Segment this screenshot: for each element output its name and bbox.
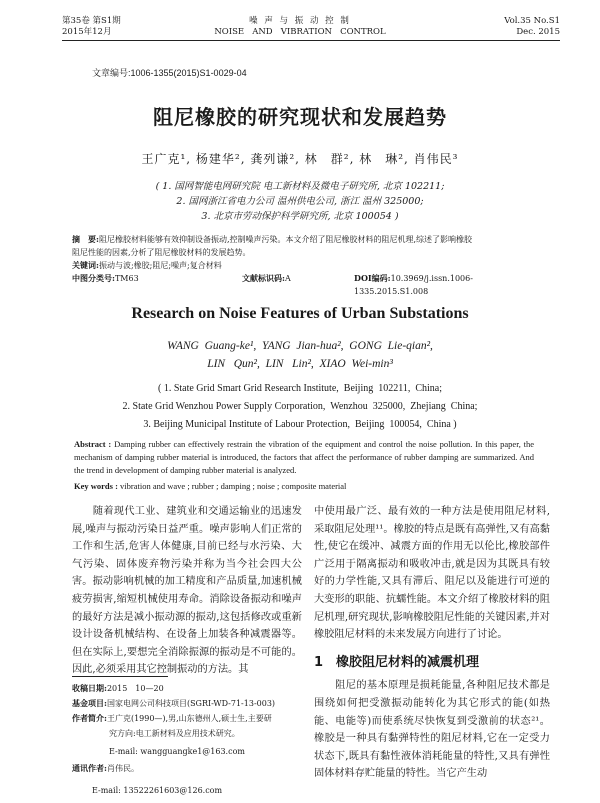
body-right-paragraph-1: 中使用最广泛、最有效的一种方法是使用阻尼材料,采取阻尼处理¹¹。橡胶的特点是既有高弹性,又有高黏性,使它在缓冲、减震方面的作用无以伦比,橡胶部件广泛用于隔离振动和吸收冲击,就是因为其既具有较好的力学性能,又具有滞后、阻尼以及能进行可逆的大变形的职能、抗蠕性能。本文介绍了橡胶材料的阻尼机理,研究现状,影响橡胶阻尼性能的关键因素,并对橡胶阻尼材料的未来发展方向进行了讨论。 [314, 506, 550, 641]
keywords-cn-label: 关键词: [72, 260, 99, 270]
footnote-corresponding: 通讯作者:肖伟民。 [72, 763, 139, 773]
authors-en-line1: WANG Guang-ke¹, YANG Jian-hua², GONG Lie-qian², [167, 340, 433, 352]
header-rule [62, 40, 560, 41]
header-volume-en: Vol.35 No.S1 [504, 16, 560, 26]
abstract-en-label: Abstract : [74, 439, 112, 449]
header-journal-cn: 噪 声 与 振 动 控 制 [249, 16, 351, 26]
keywords-en-text: vibration and wave ; rubber ; damping ; noise ; composite material [120, 481, 347, 491]
footnote-author-intro-cont: 究方向:电工新材料及应用技术研究。 [109, 729, 240, 738]
abstract-cn-label: 摘 要: [72, 234, 99, 244]
footnote-corresponding-email: E-mail: 13522261603@126.com [92, 786, 223, 795]
authors-cn: 王广克¹, 杨建华², 龚列谦², 林 群², 林 琳², 肖伟民³ [141, 152, 459, 166]
body-right-paragraph-2: 阻尼的基本原理是损耗能量,各种阻尼技术都是围绕如何把受激振动能转化为其它形式的能(如热能、电能等)而使系统尽快恢复到受激前的状态²¹。橡胶是一种具有黏弹特性的阻尼材料,它在一定受力状态下,既具有黏性液体消耗能量的特性,又具有弹性固体材料存贮能量的特性。当它产生动 [314, 680, 550, 780]
keywords-cn [72, 259, 532, 272]
affiliation-cn-3: 3. 北京市劳动保护科学研究所, 北京 100054 ) [201, 211, 399, 222]
footnote-rule [72, 676, 168, 677]
body-left-column: 随着现代工业、建筑业和交通运输业的迅速发展,噪声与振动污染日益严重。噪声影响人们正常的工作和生活,危害人体健康,目前已经与水污染、大气污染、固体废弃物污染并称为当今社会四大公害。振动影响机械的加工精度和产品质量,加速机械疲劳损害,缩短机械使用寿命。消除设备振动和噪声的最好方法是减小振动源的振动,这包括修改或重新设计设备机械结构、在设备上加装各种减震器等。但在实际上,要想完全消除振源的振动是不可能的。因此,必须采用其它控制振动的方法。其 [72, 506, 302, 676]
doi: DOI编码:10.3969/j.issn.1006-1335.2015.S1.008 [354, 273, 473, 296]
abstract-cn-line2: 阻尼性能的因素,分析了阻尼橡胶材料的发展趋势。 [72, 248, 251, 257]
section-1-heading [314, 654, 550, 672]
keywords-en-label: Key words : [74, 481, 118, 491]
keywords-cn-text: 振动与波;橡胶;阻尼;噪声;复合材料 [98, 261, 222, 270]
title-en: Research on Noise Features of Urban Substations [131, 305, 469, 322]
clc-number: 中图分类号:TM63 [72, 273, 139, 283]
affiliation-cn-2: 2. 国网浙江省电力公司 温州供电公司, 浙江 温州 325000; [176, 196, 424, 207]
section-1-title: 橡胶阻尼材料的减震机理 [336, 654, 480, 670]
article-number: 文章编号:1006-1355(2015)S1-0029-04 [92, 68, 247, 78]
footnote-author-intro: 作者简介:王广克(1990—),男,山东德州人,硕士生,主要研 [72, 713, 272, 723]
section-1-number: 1 [314, 654, 324, 670]
footnote-author-email: E-mail: wangguangke1@163.com [109, 747, 245, 756]
footnote-fund: 基金项目:国家电网公司科技项目(SGRI-WD-71-13-003) [72, 698, 276, 708]
affiliation-en-2: 2. State Grid Wenzhou Power Supply Corporation, Wenzhou 325000, Zhejiang China; [122, 401, 478, 412]
body-right-column [314, 503, 550, 783]
header-date-cn: 2015年12月 [62, 27, 112, 37]
header-date-en: Dec. 2015 [516, 27, 560, 37]
abstract-en [74, 438, 534, 477]
title-cn: 阻尼橡胶的研究现状和发展趋势 [153, 105, 447, 129]
affiliation-cn-1: ( 1. 国网智能电网研究院 电工新材料及微电子研究所, 北京 102211; [155, 181, 445, 192]
abstract-en-text: Damping rubber can effectively restrain the vibration of the equipment and control the noise pollution. In this paper, the mechanism of damping rubber material is introduced, the factors that affect the performance of rubber damping are summarized. And the trend in development of damping rubber material is analyzed. [74, 439, 534, 475]
document-code: 文献标识码:A [242, 273, 291, 283]
keywords-en [74, 480, 534, 493]
header-journal-en: NOISE AND VIBRATION CONTROL [214, 27, 386, 37]
abstract-cn-line1: 阻尼橡胶材料能够有效抑制设备振动,控制噪声污染。本文介绍了阻尼橡胶材料的阻尼机理,综述了影响橡胶 [98, 235, 473, 244]
affiliation-en-1: ( 1. State Grid Smart Grid Research Institute, Beijing 102211, China; [157, 383, 443, 394]
footnote-received: 收稿日期:2015 10—20 [72, 683, 164, 693]
header-volume-cn: 第35卷 第S1期 [62, 16, 121, 26]
abstract-cn [72, 233, 532, 296]
affiliation-en-3: 3. Beijing Municipal Institute of Labour Protection, Beijing 100054, China ) [143, 419, 457, 430]
authors-en-line2: LIN Qun², LIN Lin², XIAO Wei-min³ [207, 358, 393, 370]
classification-row [72, 272, 532, 296]
